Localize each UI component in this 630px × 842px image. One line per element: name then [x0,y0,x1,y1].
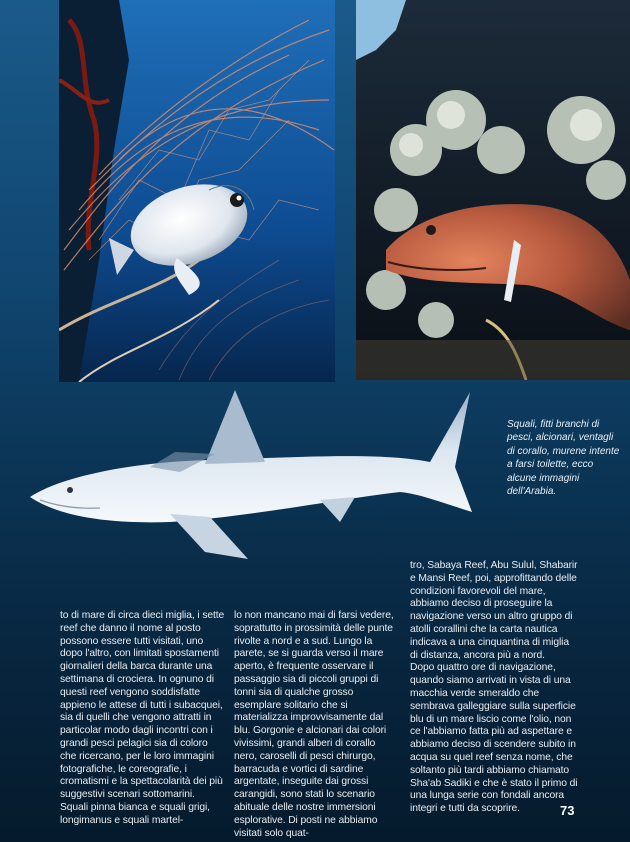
paragraph: to di mare di circa dieci miglia, i sette reef che danno il nome al posto possono essere tutti visitati, uno dopo l'altro, con limitati spostamenti giornalieri della barca durante una settimana di crociera. In ognuno di questi reef vengono soddisfatte appieno le attese di tutti i subacquei, sia di quelli che vengono attratti in particolar modo dagli incontri con i grandi pesci pelagici sia di coloro che ricercano, per le loro immagini fotografiche, le coreografie, i cromatismi e la spettacolarità dei più suggestivi scenari sottomarini. Squali pinna bianca e squali grigi, longimanus e squali martel- [60,610,225,826]
paragraph: tro, Sabaya Reef, Abu Sulul, Shabarir e Mansi Reef, poi, approfittando delle condizioni favorevoli del mare, abbiamo deciso di proseguire la navigazione verso un altro gruppo di atolli corallini che la carta nautica indicava a una cinquantina di miglia di distanza, ancora più a nord. [410,560,578,661]
article-column-3 [410,560,578,816]
moray-eel-photo [356,0,630,380]
page-number: 73 [560,803,575,818]
paragraph: lo non mancano mai di farsi vedere, soprattutto in prossimità delle punte rivolte a nord e a sud. Lungo la parete, se si guarda verso il mare aperto, è frequente osservare il passaggio sia di piccoli gruppi di tonni sia di qualche grosso esemplare solitario che si materializza improvvisamente dal blu. Gorgonie e alcionari dai colori vivissimi, grandi alberi di corallo nero, caroselli di pesci chirurgo, barracuda e vortici di sardine argentate, inseguite dai grossi carangidi, sono stati lo scenario abituale delle nostre immersioni esplorative. Di posti ne abbiamo visitati solo quat- [234,610,394,839]
article-column-2 [234,610,399,840]
photo-caption: Squali, fitti branchi di pesci, alcionari, ventagli di corallo, murene intente a farsi toilette, ecco alcune immagini dell'Arabia. [507,419,620,498]
article-column-1 [60,610,225,828]
paragraph: Dopo quattro ore di navigazione, quando siamo arrivati in vista di una macchia verde smeraldo che sembrava galleggiare sulla superficie blu di un mare liscio come l'olio, non ce l'abbiamo fatta più ad aspettare e abbiamo deciso di scendere subito in acqua su quel reef senza nome, che soltanto più tardi abbiamo chiamato Sha'ab Sadiki e che è stato il primo di una lunga serie con fondali ancora integri e tutti da scoprire. [410,662,578,815]
sea-fan-fish-photo [59,0,335,382]
